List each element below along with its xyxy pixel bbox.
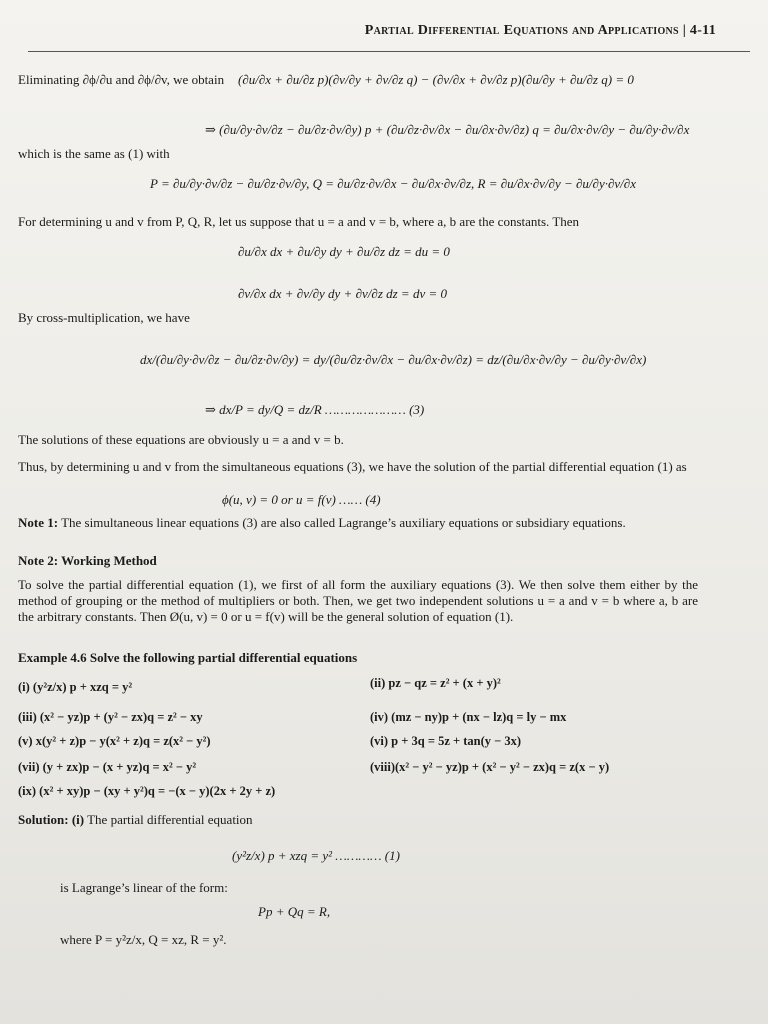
note-1 — [18, 515, 698, 531]
note-1-text: The simultaneous linear equations (3) are also called Lagrange’s auxiliary equations or subsidiary equations. — [61, 515, 626, 530]
text-same-as: which is the same as (1) with — [18, 146, 170, 161]
note-2-heading: Note 2: Working Method — [18, 553, 157, 568]
example-v: (v) x(y² + z)p − y(x² + z)q = z(x² − y²) — [18, 734, 211, 748]
text-thus: Thus, by determining u and v from the simultaneous equations (3), we have the solution of the partial differential equation (1) as — [18, 459, 687, 474]
text-cross-multiplication: By cross-multiplication, we have — [18, 310, 190, 325]
example-iii: (iii) (x² − yz)p + (y² − zx)q = z² − xy — [18, 710, 203, 724]
equation-collected: ⇒ (∂u/∂y·∂v/∂z − ∂u/∂z·∂v/∂y) p + (∂u/∂z·∂v/∂x − ∂u/∂x·∂v/∂z) q = ∂u/∂x·∂v/∂y − ∂u/∂y·∂v/∂x — [205, 122, 690, 137]
equation-dv: ∂v/∂x dx + ∂v/∂y dy + ∂v/∂z dz = dv = 0 — [238, 286, 447, 301]
running-header: Partial Differential Equations and Applications | 4-11 — [364, 23, 716, 38]
equation-cross: dx/(∂u/∂y·∂v/∂z − ∂u/∂z·∂v/∂y) = dy/(∂u/∂z·∂v/∂x − ∂u/∂x·∂v/∂z) = dz/(∂u/∂x·∂v/∂y − ∂u/∂y·∂v/∂x) — [140, 352, 647, 367]
example-vii: (vii) (y + zx)p − (x + yz)q = x² − y² — [18, 760, 197, 774]
equation-expanded: (∂u/∂x + ∂u/∂z p)(∂v/∂y + ∂v/∂z q) − (∂v/∂x + ∂v/∂z p)(∂u/∂y + ∂u/∂z q) = 0 — [238, 72, 634, 87]
text-where: where P = y²z/x, Q = xz, R = y². — [60, 932, 227, 947]
equation-lagrange-form: Pp + Qq = R, — [258, 904, 331, 919]
example-iv: (iv) (mz − ny)p + (nx − lz)q = ly − mx — [370, 710, 567, 724]
solution-line — [18, 812, 253, 828]
example-heading: Example 4.6 Solve the following partial differential equations — [18, 650, 358, 665]
example-ii: (ii) pz − qz = z² + (x + y)² — [370, 676, 501, 690]
text-lagrange: is Lagrange’s linear of the form: — [60, 880, 228, 895]
solution-label: Solution: (i) — [18, 812, 85, 827]
header-rule — [28, 51, 750, 52]
text-solutions: The solutions of these equations are obviously u = a and v = b. — [18, 432, 344, 447]
example-ix: (ix) (x² + xy)p − (xy + y²)q = −(x − y)(2x + 2y + z) — [18, 784, 276, 798]
text-working-method: To solve the partial differential equation (1), we first of all form the auxiliary equations (3). We then solve them either by the method of grouping or the method of multipliers or both. Then, we get two independent solutions u = a and v = b where a, b are the arbitrary constants. Then Ø(u, v) = 0 or u = f(v) will be the general solution of equation (1). — [18, 577, 698, 624]
example-vi: (vi) p + 3q = 5z + tan(y − 3x) — [370, 734, 522, 748]
equation-auxiliary: ⇒ dx/P = dy/Q = dz/R ………………… (3) — [205, 402, 425, 417]
equation-general-solution: ϕ(u, v) = 0 or u = f(v) …… (4) — [222, 492, 381, 507]
equation-solution: (y²z/x) p + xzq = y² ………… (1) — [232, 848, 400, 863]
note-1-label: Note 1: — [18, 515, 59, 530]
example-i: (i) (y²z/x) p + xzq = y² — [18, 680, 133, 694]
example-viii: (viii)(x² − y² − yz)p + (x² − y² − zx)q = z(x − y) — [370, 760, 610, 774]
solution-text: The partial differential equation — [87, 812, 253, 827]
equation-du: ∂u/∂x dx + ∂u/∂y dy + ∂u/∂z dz = du = 0 — [238, 244, 450, 259]
equation-pqr: P = ∂u/∂y·∂v/∂z − ∂u/∂z·∂v/∂y, Q = ∂u/∂z·∂v/∂x − ∂u/∂x·∂v/∂z, R = ∂u/∂x·∂v/∂y − ∂u/∂y·∂v/∂x — [150, 176, 636, 191]
text-for-determining: For determining u and v from P, Q, R, let us suppose that u = a and v = b, where a, b are the constants. Then — [18, 214, 580, 229]
text-eliminating: Eliminating ∂ϕ/∂u and ∂ϕ/∂v, we obtain — [18, 72, 225, 87]
